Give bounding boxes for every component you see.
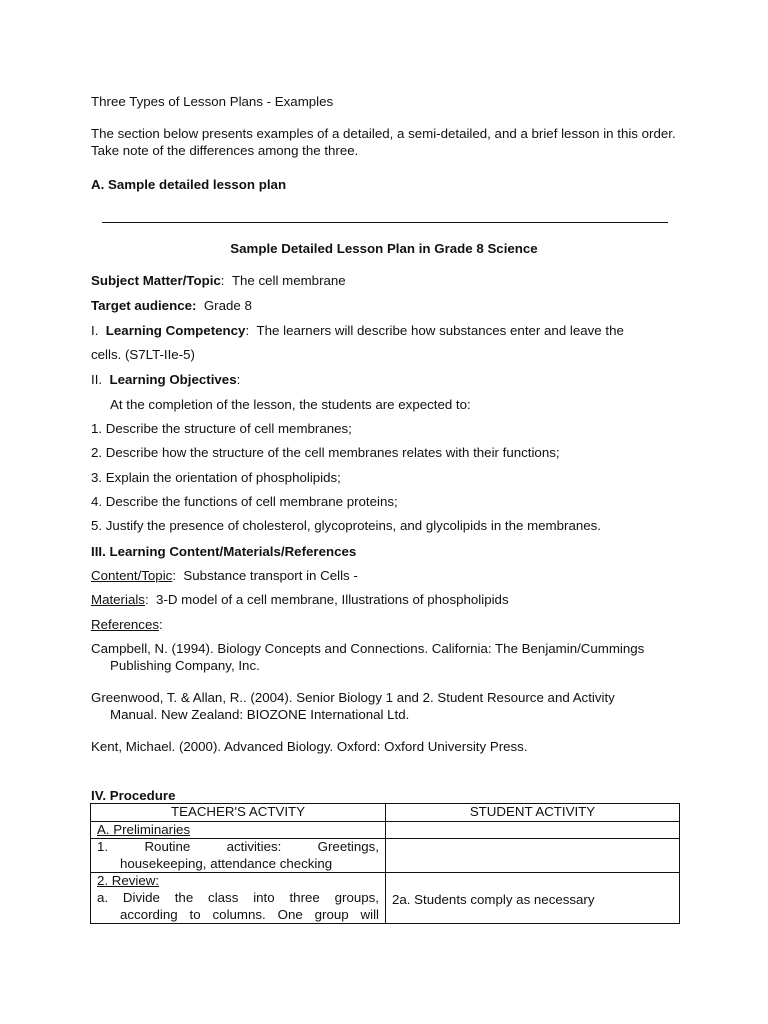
student-2a-cell — [386, 873, 680, 924]
objective-item: 2. Describe how the structure of the cell membranes relates with their functions; — [91, 445, 560, 460]
references-line: References: — [91, 617, 163, 632]
audience-label: Target audience: — [91, 298, 197, 313]
objective-item: 3. Explain the orientation of phospholipids; — [91, 470, 341, 485]
review-cell — [91, 873, 386, 924]
materials-value: 3-D model of a cell membrane, Illustrations of phospholipids — [156, 592, 509, 607]
materials-line: Materials: 3-D model of a cell membrane, Illustrations of phospholipids — [91, 592, 509, 607]
competency-number: I. — [91, 323, 99, 338]
reference-entry: Campbell, N. (1994). Biology Concepts and Connections. California: The Benjamin/Cummings — [91, 641, 645, 656]
competency-text-cont: cells. (S7LT-IIe-5) — [91, 347, 195, 362]
references-label: References — [91, 617, 159, 632]
teacher-activity-header: TEACHER'S ACTVITY — [91, 804, 386, 822]
content-topic-line: Content/Topic: Substance transport in Cells - — [91, 568, 358, 583]
objectives-label: Learning Objectives — [109, 372, 237, 387]
content-topic-label: Content/Topic — [91, 568, 173, 583]
objective-item: 1. Describe the structure of cell membranes; — [91, 421, 352, 436]
student-activity-header: STUDENT ACTIVITY — [386, 804, 680, 822]
content-topic-value: Substance transport in Cells - — [183, 568, 358, 583]
table-row — [91, 873, 680, 924]
objectives-number: II. — [91, 372, 103, 387]
subject-value: The cell membrane — [231, 273, 346, 288]
competency-text: The learners will describe how substances enter and leave the — [256, 323, 624, 338]
reference-entry-cont: Manual. New Zealand: BIOZONE International Ltd. — [110, 707, 410, 722]
procedure-table — [90, 803, 680, 924]
competency-line: I. Learning Competency: The learners will describe how substances enter and leave the — [91, 323, 624, 338]
reference-entry: Greenwood, T. & Allan, R.. (2004). Senior Biology 1 and 2. Student Resource and Activity — [91, 690, 615, 705]
intro-paragraph: The section below presents examples of a detailed, a semi-detailed, and a brief lesson in this order. Take note of the differences among the three. — [91, 126, 676, 159]
review-a-line: a. Divide the class into three groups, — [97, 890, 379, 906]
procedure-heading: IV. Procedure — [91, 788, 176, 803]
content-heading: III. Learning Content/Materials/References — [91, 544, 357, 559]
divider-line — [102, 222, 668, 223]
table-row — [91, 839, 680, 873]
preliminaries-cell — [91, 821, 386, 839]
routine-cell — [91, 839, 386, 873]
competency-label: Learning Competency — [105, 323, 246, 338]
empty-cell — [386, 821, 680, 839]
subject-line: Subject Matter/Topic: The cell membrane — [91, 273, 346, 288]
audience-value: Grade 8 — [203, 298, 252, 313]
empty-cell — [386, 839, 680, 873]
student-2a-text: 2a. Students comply as necessary — [392, 892, 595, 908]
objectives-line: II. Learning Objectives: — [91, 372, 241, 387]
plan-title: Sample Detailed Lesson Plan in Grade 8 Science — [230, 241, 538, 256]
audience-line — [91, 297, 252, 314]
materials-label: Materials — [91, 592, 145, 607]
review-label: 2. Review: — [97, 873, 160, 889]
table-header-row — [91, 804, 680, 822]
objective-item: 5. Justify the presence of cholesterol, glycoproteins, and glycolipids in the membranes. — [91, 518, 601, 533]
review-a-line-cont: according to columns. One group will — [120, 906, 379, 922]
preliminaries-label: A. Preliminaries — [97, 821, 191, 837]
routine-line-cont: housekeeping, attendance checking — [120, 855, 333, 871]
objectives-intro: At the completion of the lesson, the students are expected to: — [110, 397, 471, 412]
section-a-heading: A. Sample detailed lesson plan — [91, 177, 287, 192]
subject-label: Subject Matter/Topic — [91, 273, 221, 288]
objective-item: 4. Describe the functions of cell membrane proteins; — [91, 494, 398, 509]
document-title: Three Types of Lesson Plans - Examples — [91, 94, 334, 109]
routine-line: 1. Routine activities: Greetings, — [97, 839, 379, 855]
table-row — [91, 821, 680, 839]
reference-entry: Kent, Michael. (2000). Advanced Biology. Oxford: Oxford University Press. — [91, 739, 528, 754]
reference-entry-cont: Publishing Company, Inc. — [110, 658, 260, 673]
